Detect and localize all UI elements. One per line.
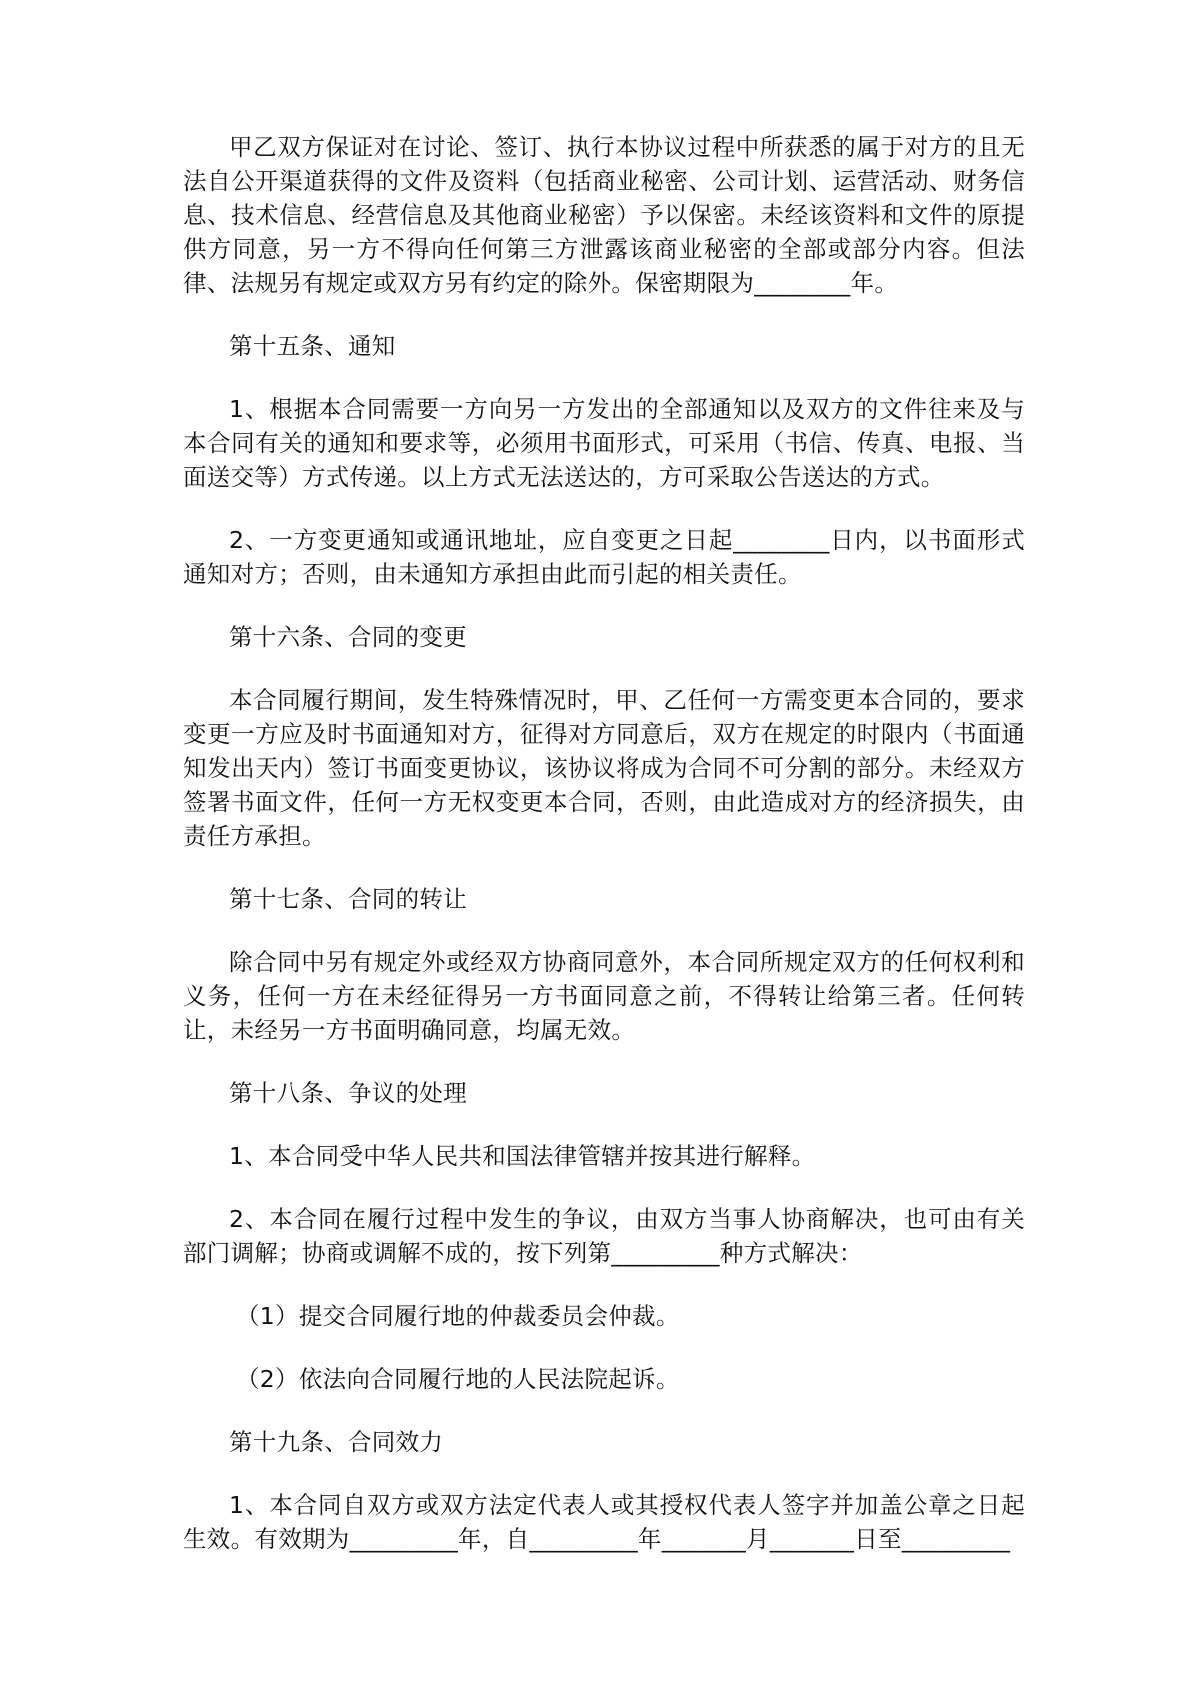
validity-clause-1: 1、本合同自双方或双方法定代表人或其授权代表人签字并加盖公章之日起生效。有效期为_________年，自_________年_______月_______日至_________ xyxy=(183,1491,1025,1553)
article-18-heading: 第十八条、争议的处理 xyxy=(229,1079,467,1107)
notice-clause-2: 2、一方变更通知或通讯地址，应自变更之日起________日内，以书面形式通知对方；否则，由未通知方承担由此而引起的相关责任。 xyxy=(183,526,1025,588)
article-16-heading: 第十六条、合同的变更 xyxy=(229,623,467,651)
confidentiality-paragraph: 甲乙双方保证对在讨论、签订、执行本协议过程中所获悉的属于对方的且无法自公开渠道获得的文件及资料（包括商业秘密、公司计划、运营活动、财务信息、技术信息、经营信息及其他商业秘密）予以保密。未经该资料和文件的原提供方同意，另一方不得向任何第三方泄露该商业秘密的全部或部分内容。但法律、法规另有规定或双方另有约定的除外。保密期限为________年。 xyxy=(183,133,1025,297)
dispute-clause-1: 1、本合同受中华人民共和国法律管辖并按其进行解释。 xyxy=(229,1142,816,1170)
dispute-option-2: （2）依法向合同履行地的人民法院起诉。 xyxy=(236,1365,680,1393)
document-page xyxy=(183,130,1025,1585)
contract-modification-paragraph: 本合同履行期间，发生特殊情况时，甲、乙任何一方需变更本合同的，要求变更一方应及时书面通知对方，征得对方同意后，双方在规定的时限内（书面通知发出天内）签订书面变更协议，该协议将成为合同不可分割的部分。未经双方签署书面文件，任何一方无权变更本合同，否则，由此造成对方的经济损失，由责任方承担。 xyxy=(183,686,1025,850)
dispute-option-1: （1）提交合同履行地的仲裁委员会仲裁。 xyxy=(236,1302,680,1330)
dispute-clause-2: 2、本合同在履行过程中发生的争议，由双方当事人协商解决，也可由有关部门调解；协商或调解不成的，按下列第_________种方式解决： xyxy=(183,1205,1025,1267)
notice-clause-1: 1、根据本合同需要一方向另一方发出的全部通知以及双方的文件往来及与本合同有关的通知和要求等，必须用书面形式，可采用（书信、传真、电报、当面送交等）方式传递。以上方式无法送达的，方可采取公告送达的方式。 xyxy=(183,395,1025,491)
article-19-heading: 第十九条、合同效力 xyxy=(229,1428,444,1456)
article-15-heading: 第十五条、通知 xyxy=(229,332,396,360)
contract-transfer-paragraph: 除合同中另有规定外或经双方协商同意外，本合同所规定双方的任何权利和义务，任何一方在未经征得另一方书面同意之前，不得转让给第三者。任何转让，未经另一方书面明确同意，均属无效。 xyxy=(183,948,1025,1044)
article-17-heading: 第十七条、合同的转让 xyxy=(229,885,467,913)
